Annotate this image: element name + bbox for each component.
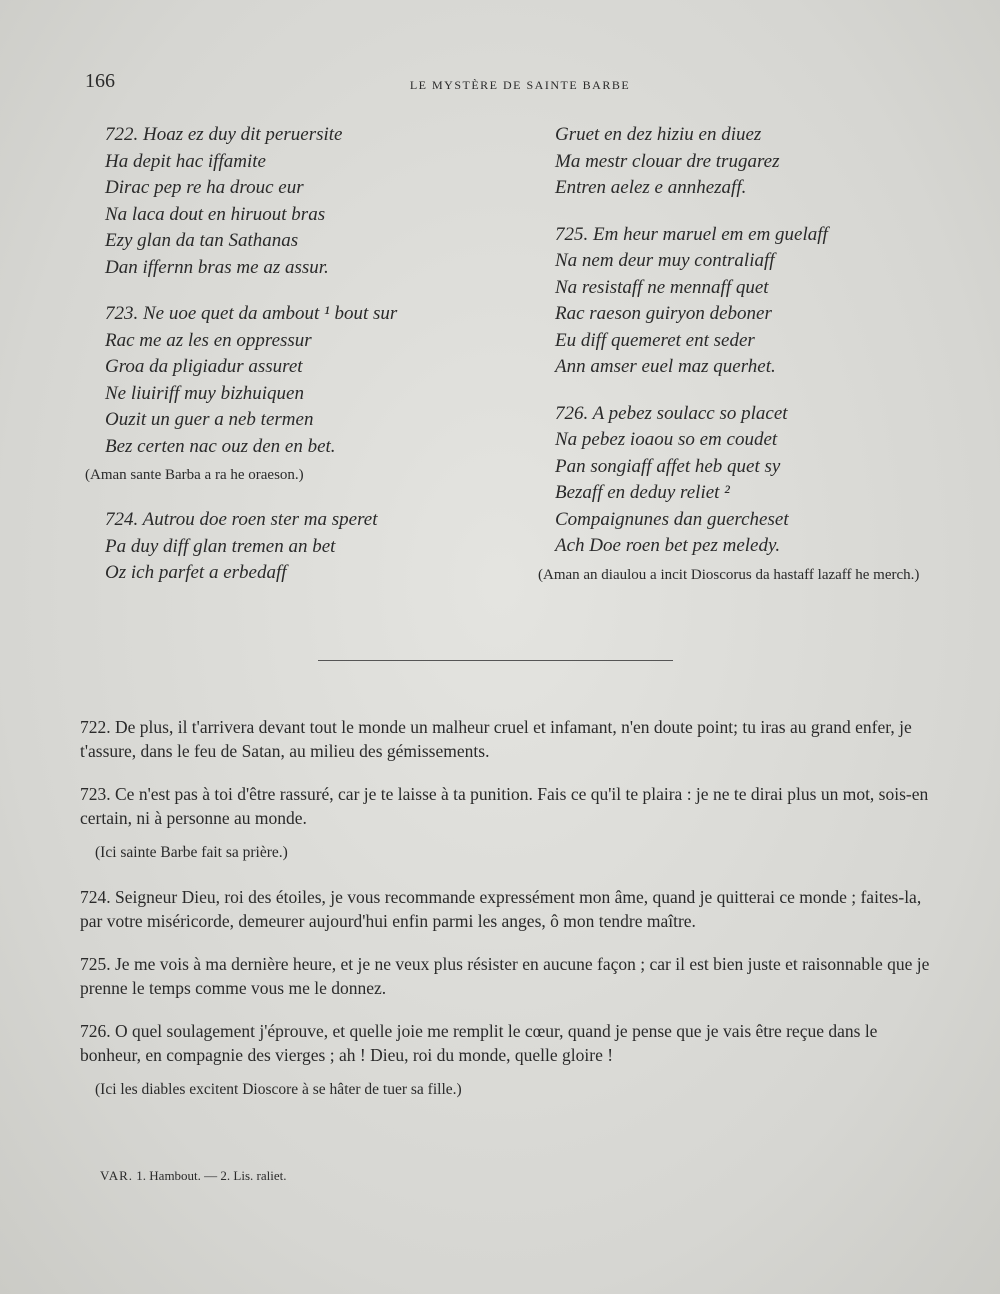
verse-line: Ach Doe roen bet pez meledy.	[555, 535, 781, 556]
verse-line: Oz ich parfet a erbedaff	[105, 562, 287, 583]
translation-724: 724. Seigneur Dieu, roi des étoiles, je vous recommande expressément mon âme, quand je quitterai ce monde ; faites-la, par votre miséricorde, demeurer aujourd'hui enfin parmi les anges, ô mon tendre maître.	[80, 887, 922, 931]
verse-line: Ezy glan da tan Sathanas	[105, 230, 299, 251]
verse-line: 725. Em heur maruel em em guelaff	[555, 223, 828, 245]
verse-line: Ouzit un guer a neb termen	[105, 409, 314, 430]
stanza-726	[538, 401, 975, 585]
section-divider	[318, 660, 673, 661]
stage-direction: (Ici sainte Barbe fait sa prière.)	[95, 844, 288, 861]
page-header	[85, 70, 955, 100]
verse-line: Na pebez ioaou so em coudet	[555, 429, 778, 450]
verse-line: 724. Autrou doe roen ster ma speret	[105, 509, 378, 530]
translation-725: 725. Je me vois à ma dernière heure, et je ne veux plus résister en aucune façon ; car il est bien juste et raisonnable que je prenne le temps comme vous me le donnez.	[80, 954, 930, 998]
verse-line: 726. A pebez soulacc so placet	[555, 402, 788, 424]
running-title: LE MYSTÈRE DE SAINTE BARBE	[409, 78, 631, 92]
verse-line: Ne liuiriff muy bizhuiquen	[105, 382, 304, 404]
translation-726: 726. O quel soulagement j'éprouve, et quelle joie me remplit le cœur, quand je pense que je vais être reçue dans le bonheur, en compagnie des vierges ; ah ! Dieu, roi du monde, quelle gloire !	[80, 1021, 878, 1065]
verse-line: Dirac pep re ha drouc eur	[105, 177, 304, 198]
verse-line: Bez certen nac ouz den en bet.	[105, 435, 336, 457]
stanza-722	[105, 122, 505, 281]
verse-line: Dan iffernn bras me az assur.	[105, 256, 329, 278]
verse-line: Na nem deur muy contraliaff	[555, 250, 775, 271]
verse-line: Ann amser euel maz querhet.	[555, 356, 776, 377]
verse-line: Ha depit hac iffamite	[105, 150, 266, 172]
stage-direction: (Aman an diaulou a incit Dioscorus da hastaff lazaff he merch.)	[538, 566, 920, 583]
verse-line: Gruet en dez hiziu en diuez	[555, 124, 762, 145]
variants-label: VAR.	[100, 1168, 134, 1183]
stanza-724	[105, 507, 505, 587]
translation-722: 722. De plus, il t'arrivera devant tout le monde un malheur cruel et infamant, n'en doute point; tu iras au grand enfer, je t'assure, dans le feu de Satan, au milieu des gémissements.	[80, 717, 912, 761]
translation-723: 723. Ce n'est pas à toi d'être rassuré, car je te laisse à ta punition. Fais ce qu'il te plaira : je ne te dirai plus un mot, sois-en certain, ni à personne au monde.	[80, 784, 929, 828]
verse-line: Ma mestr clouar dre trugarez	[555, 150, 780, 172]
variants-text: 1. Hambout. — 2. Lis. raliet.	[136, 1168, 287, 1183]
verse-line: Entren aelez e annhezaff.	[555, 177, 747, 198]
page-number: 166	[85, 70, 115, 92]
verse-line: Na resistaff ne mennaff quet	[555, 276, 769, 298]
verse-line: 723. Ne uoe quet da ambout ¹ bout sur	[105, 303, 398, 324]
verse-line: Rac me az les en oppressur	[105, 329, 312, 351]
verse-line: Groa da pligiadur assuret	[105, 356, 303, 377]
stage-direction: (Aman sante Barba a ra he oraeson.)	[85, 467, 304, 483]
verse-line: 722. Hoaz ez duy dit peruersite	[105, 124, 343, 145]
verse-line: Bezaff en deduy reliet ²	[555, 482, 730, 503]
variant-readings	[100, 1168, 286, 1184]
stage-direction: (Ici les diables excitent Dioscore à se hâter de tuer sa fille.)	[95, 1081, 462, 1098]
breton-column-right	[538, 122, 975, 607]
verse-line: Pa duy diff glan tremen an bet	[105, 535, 336, 557]
breton-column-left	[85, 122, 505, 607]
stanza-724-cont	[555, 122, 975, 202]
verse-line: Compaignunes dan guercheset	[555, 508, 789, 530]
verse-line: Na laca dout en hiruout bras	[105, 203, 326, 225]
verse-line: Pan songiaff affet heb quet sy	[555, 455, 781, 477]
verse-line: Eu diff quemeret ent seder	[555, 329, 755, 351]
stanza-725	[555, 222, 975, 381]
french-translation	[80, 715, 935, 1122]
verse-line: Rac raeson guiryon deboner	[555, 303, 772, 324]
stanza-723	[85, 301, 505, 485]
